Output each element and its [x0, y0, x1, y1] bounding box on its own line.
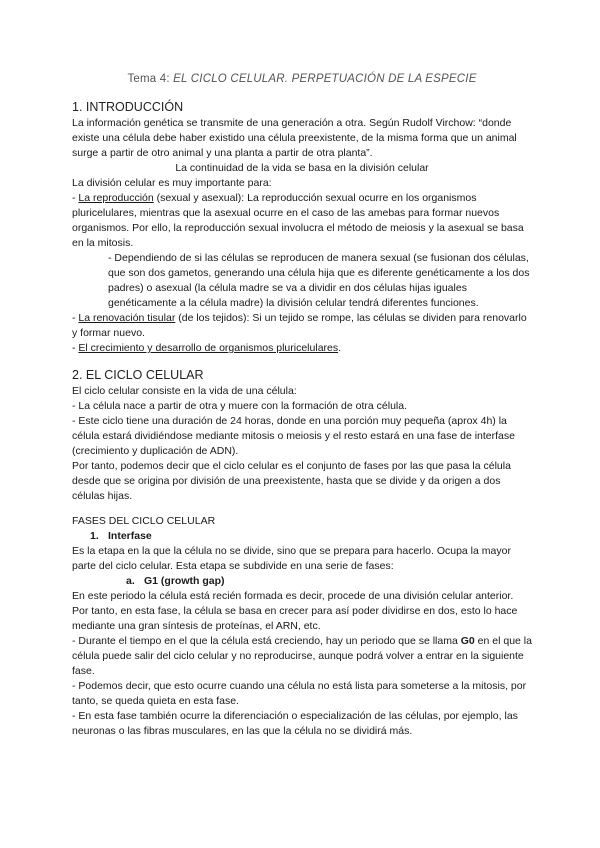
underlined-term: La renovación tisular — [78, 312, 176, 324]
paragraph: Es la etapa en la que la célula no se divide, sino que se prepara para hacerlo. Ocupa la mayor parte del ciclo celular. Esta etapa se subdivide en una serie de fases: — [72, 545, 511, 572]
list-item-interfase: 1. Interfase — [90, 530, 152, 542]
section-heading-introduccion: 1. INTRODUCCIÓN — [72, 100, 184, 114]
bullet: - La célula nace a partir de otra y muere con la formación de otra célula. — [72, 400, 408, 412]
page-title — [72, 72, 532, 87]
section-heading-ciclo-celular: 2. EL CICLO CELULAR — [72, 368, 204, 382]
paragraph: La información genética se transmite de una generación a otra. Según Rudolf Virchow: “donde existe una célula debe haber existido una célula preexistente, de la misma forma que un animal surge a partir de otro animal y una planta a partir de otra planta”. — [72, 117, 517, 159]
bullet-crecimiento: - El crecimiento y desarrollo de organismos pluricelulares. — [72, 342, 342, 354]
bullet: - Podemos decir, que esto ocurre cuando una célula no está lista para someterse a la mitosis, por tanto, se queda quieta en esta fase. — [72, 680, 527, 707]
section-heading-fases: FASES DEL CICLO CELULAR — [72, 515, 216, 527]
paragraph: Por tanto, podemos decir que el ciclo celular es el conjunto de fases por las que pasa la célula desde que se origina por división de una preexistente, hasta que se divide y da origen a dos células hijas. — [72, 460, 511, 502]
bullet-g0: - Durante el tiempo en el que la célula está creciendo, hay un periodo que se llama G0 en el que la célula puede salir del ciclo celular y no reproducirse, aunque podrá volver a entrar en la siguiente fase. — [72, 635, 532, 677]
bullet: - Este ciclo tiene una duración de 24 horas, donde en una porción muy pequeña (aprox 4h) la célula estará dividiéndose mediante mitosis o meiosis y el resto estará en una fase de interfase (crecimiento y duplicación de ADN). — [72, 415, 515, 457]
sub-bullet: - Dependiendo de si las células se reproducen de manera sexual (se fusionan dos células, que son dos gametos, generando una célula hija que es diferente genéticamente a los dos padres) o asexual (la célula madre se va a dividir en dos células hijas iguales genéticamente a la célula madre) la división celular tendrá diferentes funciones. — [108, 252, 530, 309]
bold-term: G0 — [460, 635, 475, 647]
paragraph: La división celular es muy importante para: — [72, 177, 272, 189]
title-prefix: Tema 4: — [127, 73, 174, 85]
bullet: - En esta fase también ocurre la diferenciación o especialización de las células, por ejemplo, las neuronas o las fibras musculares, en las que la célula no se dividirá más. — [72, 710, 518, 737]
paragraph: El ciclo celular consiste en la vida de una célula: — [72, 385, 297, 397]
document-page — [72, 72, 532, 739]
paragraph: En este periodo la célula está recién formada es decir, procede de una división celular anterior. Por tanto, en esta fase, la célula se basa en crecer para así poder dividirse en dos, esto lo hace mediante una gran síntesis de proteínas, el ARN, etc. — [72, 590, 518, 632]
underlined-term: La reproducción — [78, 192, 154, 204]
bullet-renovacion: - La renovación tisular (de los tejidos): Si un tejido se rompe, las células se dividen para renovarlo y formar nuevo. — [72, 312, 527, 339]
bullet-reproduccion: - La reproducción (sexual y asexual): La reproducción sexual ocurre en los organismos pluricelulares, mientras que la asexual ocurre en el caso de las amebas para formar nuevos organismos. Por ello, la reproducción sexual involucra el método de meiosis y la asexual se basa en la mitosis. — [72, 192, 524, 249]
title-main: EL CICLO CELULAR. PERPETUACIÓN DE LA ESPECIE — [173, 73, 477, 85]
list-item-g1: a. G1 (growth gap) — [126, 575, 225, 587]
centered-statement: La continuidad de la vida se basa en la división celular — [175, 162, 429, 174]
underlined-term: El crecimiento y desarrollo de organismos pluricelulares — [78, 342, 339, 354]
